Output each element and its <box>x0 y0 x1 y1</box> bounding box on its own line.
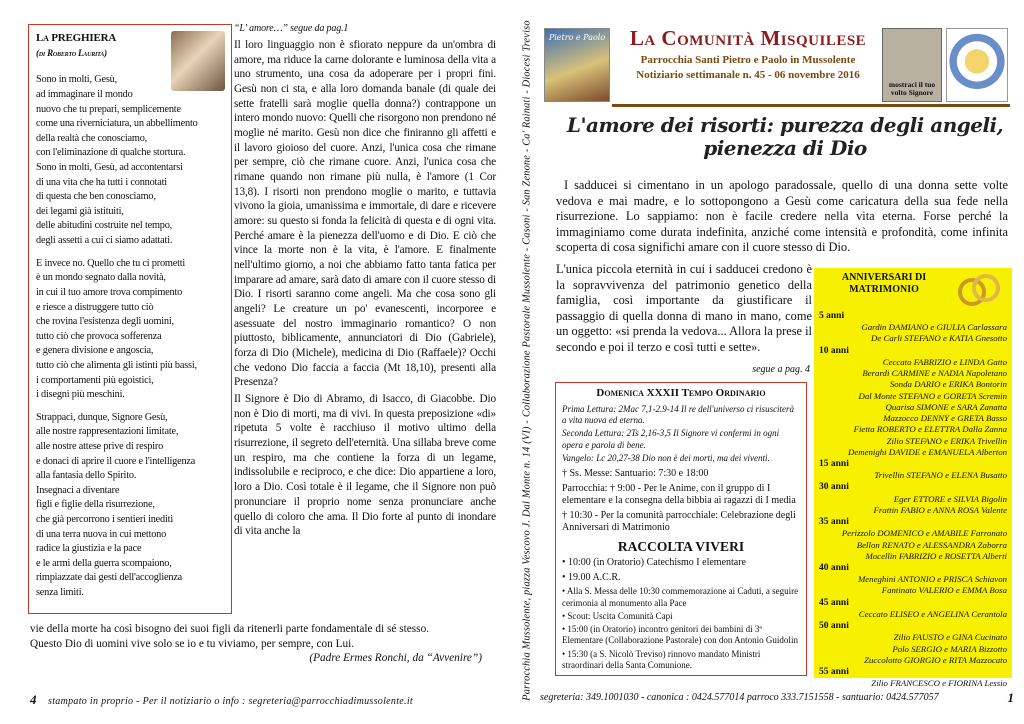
prayer-line: alle nostre rappresentazioni limitate, <box>36 426 179 438</box>
couple-entry: Gardin DAMIANO e GIULIA Carlassara <box>861 322 1007 333</box>
footer-contacts: segreteria: 349.1001030 - canonica : 0424.577014 parroco 333.7151558 - santuario: 0424.577057 <box>540 692 939 703</box>
couple-entry: Frattin FABIO e ANNA ROSA Valente <box>873 504 1007 515</box>
prayer-line: e genera divisione e angoscia, <box>36 345 154 357</box>
event-item: • 15:30 (a S. Nicolò Treviso) rinnovo mandato Ministri straordinari della Santa Comunione. <box>562 648 761 670</box>
masthead <box>620 26 876 81</box>
event-item: • Scout: Uscita Comunità Capi <box>562 610 673 621</box>
event-item: • 10:00 (in Oratorio) Catechismo I elementare <box>562 557 746 569</box>
anniversary-year: 55 anni <box>819 667 849 677</box>
prayer-line: tutto ciò che provoca sofferenza <box>36 330 162 342</box>
prayer-line: Sono in molti, Gesù, <box>36 74 117 86</box>
couple-entry: Zilio FRANCESCO e FIORINA Lessio <box>871 678 1007 689</box>
couple-entry: Zilio STEFANO e ERIKA Trivellin <box>886 435 1007 446</box>
vertical-address: Parrocchia Mussolente, piazza Vescovo J. Dal Monte n. 14 (VI) - Collaborazione Pastorale Mussolente - Casoni - San Zenone - Ca' Rainati - Diocesi Treviso <box>521 19 533 701</box>
mass-parish: Parrocchia: † 9:00 - Per le Anime, con il gruppo di I elementare e la consegna della bibbia ai ragazzi di I media <box>562 482 796 506</box>
anniversary-year: 5 anni <box>819 311 845 321</box>
couple-entry: Fantinato VALERIO e EMMA Bosa <box>881 585 1007 596</box>
prayer-line: Sono in molti, Gesù, ad accontentarsi <box>36 162 183 174</box>
prayer-line: con l'eliminazione di qualche stortura. <box>36 147 186 159</box>
page-number: 1 <box>1007 690 1014 705</box>
saints-peter-paul-logo: Pietro e Paolo <box>544 28 610 102</box>
footer-right <box>540 692 1020 703</box>
newsletter-title: La Comunità Misquilese <box>629 26 867 50</box>
couple-entry: Meneghini ANTONIO e PRISCA Schiavon <box>857 574 1007 585</box>
prayer-stanza <box>36 73 224 248</box>
prayer-line: alla fantasia dello Spirito. <box>36 470 137 482</box>
prayer-line: che rovina l'esistenza degli uomini, <box>36 316 174 328</box>
couple-entry: Mocellin FABRIZIO e ROSETTA Alberti <box>865 550 1007 561</box>
couple-entry: Mazzocco DENNY e GRETA Basso <box>883 413 1007 424</box>
prayer-line: nuovo che tu prepari, semplicemente <box>36 103 181 115</box>
prayer-line: E invece no. Quello che tu ci prometti <box>36 257 186 269</box>
event-item: • Alla S. Messa delle 10:30 commemorazione ai Caduti, a seguire cerimonia al monumento alla Pace <box>562 586 799 608</box>
face-of-christ-image: mostraci il tuo volto Signore <box>882 28 942 102</box>
anniversaries-box <box>814 268 1012 689</box>
collection-heading: RACCOLTA VIVERI <box>617 538 745 554</box>
anniversary-year: 35 anni <box>819 517 849 528</box>
prayer-line: di una vita che ha tutti i connotati <box>36 176 167 188</box>
couple-entry: Zuccolotto GIORGIO e RITA Mazzocato <box>864 654 1007 665</box>
prayer-line: i comportamenti più egoistici, <box>36 374 154 386</box>
prayer-line: Insegnaci a diventare <box>36 484 120 496</box>
masthead-divider <box>612 104 1010 107</box>
prayer-line: senza limiti. <box>36 587 84 599</box>
article-title: L'amore dei risorti: purezza degli angeli, pienezza di Dio <box>566 113 1004 160</box>
anniversary-year: 15 anni <box>819 459 849 470</box>
article-ending <box>30 622 498 666</box>
prayer-line: come una riverniciatura, un abbellimento <box>36 118 198 130</box>
jubilee-mercy-logo <box>946 28 1008 102</box>
parish-name: Parrocchia Santi Pietro e Paolo in Mussolente <box>640 54 856 66</box>
prayer-line: di questa che ben conosciamo, <box>36 191 156 203</box>
prayer-line: Strappaci, dunque, Signore Gesù, <box>36 411 168 423</box>
anniversary-year: 40 anni <box>819 563 849 574</box>
issue-info: Notiziario settimanale n. 45 - 06 novembre 2016 <box>636 69 860 81</box>
schedule-heading: Domenica XXXII Tempo Ordinario <box>596 387 766 399</box>
prayer-line: delle abitudini costruite nel tempo, <box>36 220 173 232</box>
prayer-line: della realtà che conosciamo, <box>36 132 148 144</box>
couple-entry: Fietta ROBERTO e ELETTRA Dalla Zanna <box>853 424 1007 435</box>
footer-text: stampato in proprio - Per il notiziario o info : segreteria@parrocchiadimussolente.it <box>48 696 413 707</box>
prayer-line: è un mondo segnato dalla novità, <box>36 272 166 284</box>
article-line: vie della morte ha così bisogno dei suoi figli da ritenerli parte fondamentale di sé stesso. <box>30 623 430 635</box>
couple-entry: De Carli STEFANO e KATIA Gnesotto <box>871 333 1007 344</box>
prayer-line: dei legami già istituiti, <box>36 205 124 217</box>
couple-entry: Trivellin STEFANO e ELENA Busatto <box>874 470 1007 481</box>
prayer-box <box>28 24 232 614</box>
article-intro: I sadducei si cimentano in un apologo paradossale, quello di una donna sette volte vedova e mai madre, e lo sottopongono a Gesù come caricatura della sua fede nella risurrezione. Lo sappiamo: non è facile credere nella vita eterna. Forse perché la immaginiamo come durata indefinita, anziché come intensità e profondità, come infinita scoperta di cosa significhi amare con il cuore stesso di Dio. <box>556 178 1008 254</box>
prayer-line: tutto ciò che alimenta gli istinti più bassi, <box>36 359 197 371</box>
prayer-text <box>36 73 224 600</box>
couple-entry: Zilio FAUSTO e GINA Cucinato <box>893 632 1007 643</box>
footer-left <box>30 692 500 708</box>
reading-1: Prima Lettura: 2Mac 7,1-2.9-14 Il re dell'universo ci risusciterà a vita nuova ed eterna. <box>562 403 795 425</box>
continuation-label: “L' amore…” segue da pag.1 <box>234 23 349 34</box>
praying-hands-image <box>171 31 225 91</box>
couple-entry: Ceccato FABRIZIO e LINDA Gatto <box>882 356 1007 367</box>
mass-anniversary: † 10:30 - Per la comunità parrocchiale: Celebrazione degli Anniversari di Matrimonio <box>562 509 796 533</box>
prayer-line: radice la giustizia e la pace <box>36 543 142 555</box>
couple-entry: Perizzolo DOMENICO e AMABILE Farronato <box>841 528 1007 539</box>
couple-entry: Polo SERGIO e MARIA Bizzotto <box>892 643 1007 654</box>
mass-times: † Ss. Messe: Santuario: 7:30 e 18:00 <box>562 468 709 479</box>
prayer-line: degli assetti a cui ci siamo adattati. <box>36 235 173 247</box>
prayer-line: e le armi della guerra scompaiono, <box>36 557 172 569</box>
prayer-line: rimpiazzate dai gesti dell'accoglienza <box>36 572 183 584</box>
prayer-author: (di Roberto Laurita) <box>36 47 107 58</box>
article-paragraph: Il Signore è Dio di Abramo, di Isacco, di Giacobbe. Dio non è Dio di morti, ma di vivi. In questa preposizione «di» ripetuta 5 volte è racchiuso il motivo ultimo della risurrezione, il segreto dell'eternità. Una sillaba breve come un respiro, ma che contiene la forza di un legame, indissolubile e reciproco, e che dice: Dio appartiene a loro, loro a Dio. Così totale è il legame, che il Signore non può pronunciare il proprio nome senza pronunciare anche quello di coloro che ama. Il Dio forte al punto di inondare di vita anche la <box>234 393 496 538</box>
couple-entry: Berardi CARMINE e NADIA Napoletano <box>862 368 1007 379</box>
prayer-line: ad immaginare il mondo <box>36 88 133 100</box>
prayer-line: alle nostre attese prive di respiro <box>36 441 164 452</box>
prayer-line: e donaci di aprire il cuore e l'intelligenza <box>36 455 196 467</box>
couple-entry: Bellon RENATO e ALESSANDRA Zaborra <box>856 539 1007 550</box>
prayer-line: di una terra nuova in cui mettono <box>36 528 167 540</box>
prayer-line: che già percorrono i sentieri inediti <box>36 514 173 526</box>
article-author: (Padre Ermes Ronchi, da “Avvenire”) <box>309 652 482 665</box>
couple-entry: Demenighi DAVIDE e EMANUELA Alberton <box>847 446 1007 457</box>
prayer-line: figli e figlie della risurrezione, <box>36 499 155 511</box>
article-continuation <box>234 22 496 541</box>
prayer-stanza <box>36 411 224 601</box>
event-item: • 15:00 (in Oratorio) incontro genitori dei bambini di 3ª Elementare (Collaborazione Pastorale) con don Antonio Guidolin <box>562 624 798 646</box>
anniversary-year: 50 anni <box>819 621 849 632</box>
couple-entry: Sonda DARIO e ERIKA Bontorin <box>889 379 1007 390</box>
page-number: 4 <box>30 692 37 707</box>
prayer-line: in cui il tuo amore trova compimento <box>36 286 183 298</box>
reading-2: Seconda Lettura: 2Ts 2,16-3,5 Il Signore vi confermi in ogni opera e parola di bene. <box>562 428 780 450</box>
wedding-rings-icon <box>952 272 1006 308</box>
couple-entry: Dal Monte STEFANO e GORETA Scremin <box>858 390 1007 401</box>
couple-entry: Eger ETTORE e SILVIA Bigolin <box>893 493 1007 504</box>
gospel: Vangelo: Lc 20,27-38 Dio non è dei morti, ma dei viventi. <box>562 452 770 463</box>
prayer-stanza <box>36 257 224 403</box>
prayer-line: i disegni più meschini. <box>36 389 125 401</box>
anniversary-year: 45 anni <box>819 597 849 608</box>
article-line: Questo Dio di uomini vive solo se io e tu viviamo, per sempre, con Lui. <box>30 637 355 650</box>
anniversaries-heading: ANNIVERSARI DI MATRIMONIO <box>841 272 927 295</box>
event-item: • 19.00 A.C.R. <box>562 571 621 583</box>
continued-label: segue a pag. 4 <box>752 364 810 375</box>
article-body: L'unica piccola eternità in cui i sadducei credono è la sopravvivenza del patrimonio genetico della famiglia, così importante da giustificare il passaggio di quella donna di mano in mano, come un oggetto: «si prenda la vedova... Allora la prese il secondo e poi il terzo e così tutti e sette». <box>556 262 813 354</box>
couple-entry: Quarisa SIMONE e SARA Zanatta <box>885 401 1007 412</box>
schedule-box <box>555 382 807 676</box>
anniversaries-list <box>819 310 1007 689</box>
couple-entry: Ceccato ELISEO e ANGELINA Cerantola <box>858 608 1007 619</box>
anniversary-year: 10 anni <box>819 345 849 356</box>
prayer-line: e riesce a distruggere tutto ciò <box>36 301 154 313</box>
prayer-title: La PREGHIERA <box>36 32 117 44</box>
anniversary-year: 30 anni <box>819 482 849 493</box>
article-paragraph: Il loro linguaggio non è sfiorato neppure da un'ombra di amore, ma riduce la carne dolorante e luminosa della vita a uno strumento, una cosa da adoperare per i propri fini. Gesù non ci sta, e alla loro domanda banale (di quale dei sette fratelli sarà moglie quella donna?) contrappone un intero mondo nuovo: Quelli che risorgono non prendono né moglie né marito. Gesù non dice che finiranno gli affetti e il lavoro gioioso del cuore. Anzi, l'unica cosa che rimane per sempre, ciò che rimane cuore. Anzi, l'unica cosa che rimane quando non rimane più nulla, è l'amore (1 Cor 13,8). I risorti non prendono moglie o marito, e tuttavia vivono la gioia, umanissima e immortale, di dare e ricevere amore: su questo si fonda la felicità di questa e di ogni vita. Perché amare è la pienezza dell'uomo e di Dio. E ciò che vince la morte non è la vita, è l'amore. E finalmente nell'ultimo giorno, a noi che abbiamo fatto tanta fatica per imparare ad amare, sarà dato di amare con il cuore stesso di Dio. I risorti saranno come angeli. Ma che cosa sono gli angeli? Le creature un po' evanescenti, incorporee e asessuate del nostro immaginario romantico? O non piuttosto, biblicamente, annunciatori di Dio (Gabriele), forza di Dio (Michele), medicina di Dio (Raffaele)? Occhi che vedono Dio faccia a faccia (Mt 18,10), presenti alla Presenza? <box>234 39 496 389</box>
